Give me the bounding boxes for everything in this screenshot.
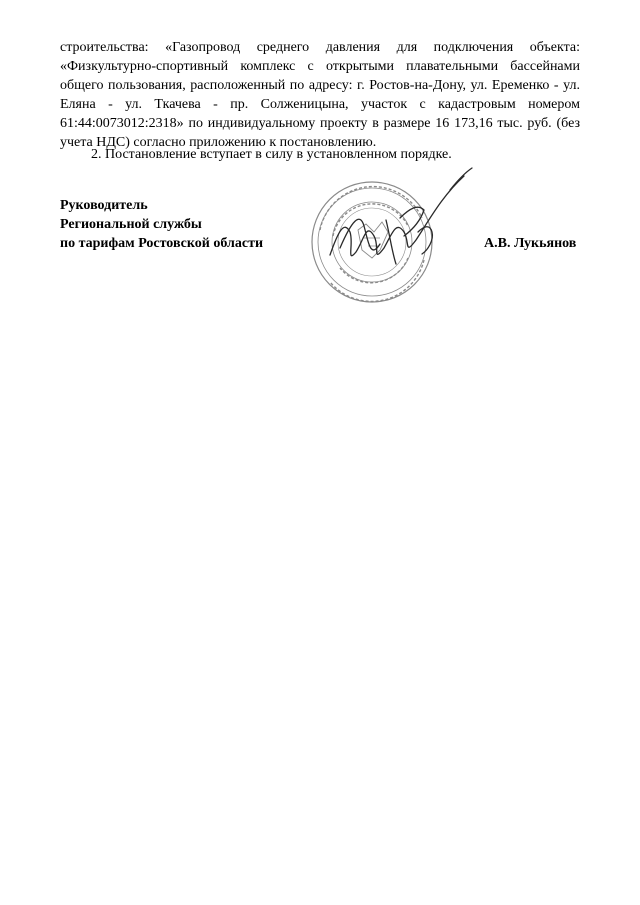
body-paragraph-1: строительства: «Газопровод среднего давления для подключения объекта: «Физкультурно-спортивный комплекс с открытыми плавательными бассейнами общего пользования, расположенный по адресу: г. Ростов-на-Дону, ул. Еременко - ул. Еляна - ул. Ткачева - пр. Солженицына, участок с кадастровым номером 61:44:0073012:2318» по индивидуальному проекту в размере 16 173,16 тыс. руб. (без учета НДС) согласно приложению к постановлению. <box>60 40 580 150</box>
signatory-title-line-1: Руководитель <box>60 198 148 213</box>
official-seal-icon <box>300 160 480 310</box>
signatory-title <box>60 196 263 253</box>
signatory-title-line-3: по тарифам Ростовской области <box>60 236 264 251</box>
signatory-title-line-2: Региональной службы <box>60 217 202 232</box>
signatory-name: А.В. Лукьянов <box>484 236 577 251</box>
body-paragraph-2: 2. Постановление вступает в силу в установленном порядке. <box>91 147 452 162</box>
